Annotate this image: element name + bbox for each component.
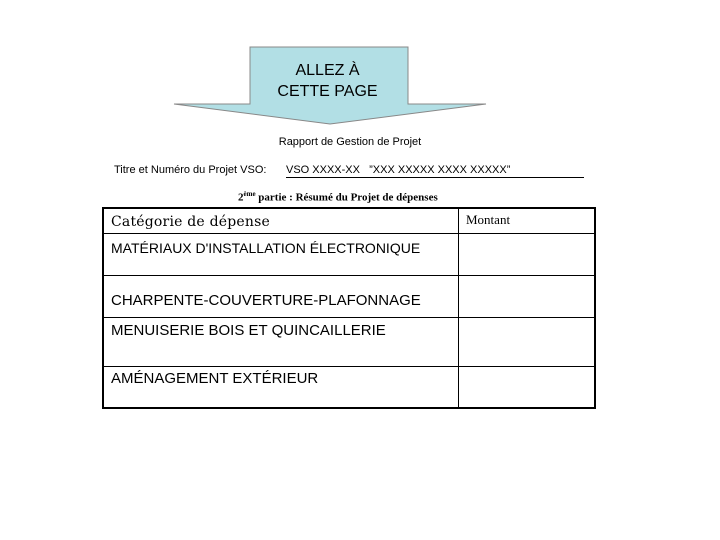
category-header: Catégorie de dépense [111, 214, 270, 230]
table-row [103, 234, 595, 276]
table-row [103, 318, 595, 367]
table-header-row [103, 208, 595, 234]
callout-line-1: ALLEZ À [295, 62, 360, 79]
amount-header: Montant [466, 212, 511, 227]
amount-cell[interactable] [459, 318, 595, 367]
category-cell [103, 318, 459, 367]
project-title-value: VSO XXXX-XX ”XXX XXXXX XXXX XXXXX” [286, 164, 511, 176]
category-header-cell [103, 208, 459, 234]
part-number: 2 [238, 191, 244, 204]
part-subtitle: : Résumé du Projet de dépenses [286, 191, 438, 204]
callout-line-2: CETTE PAGE [277, 83, 378, 100]
expense-summary-table [102, 207, 596, 409]
project-title-row [114, 164, 594, 178]
category-cell [103, 367, 459, 409]
category-label: MENUISERIE BOIS ET QUINCAILLERIE [111, 322, 386, 339]
category-cell [103, 276, 459, 318]
part-word: partie [255, 191, 287, 204]
category-label: MATÉRIAUX D'INSTALLATION ÉLECTRONIQUE [111, 240, 421, 256]
report-title: Rapport de Gestion de Projet [278, 136, 422, 148]
go-to-page-callout[interactable] [250, 60, 405, 104]
part-title [238, 190, 438, 204]
category-cell [103, 234, 459, 276]
amount-cell[interactable] [459, 367, 595, 409]
category-label: CHARPENTE-COUVERTURE-PLAFONNAGE [111, 292, 421, 309]
amount-cell[interactable] [459, 234, 595, 276]
table-row [103, 367, 595, 409]
table-row [103, 276, 595, 318]
category-label: AMÉNAGEMENT EXTÉRIEUR [111, 370, 319, 387]
amount-cell[interactable] [459, 276, 595, 318]
project-title-field[interactable] [286, 164, 584, 178]
part-superscript: ème [243, 190, 256, 198]
project-title-label: Titre et Numéro du Projet VSO: [114, 164, 267, 176]
